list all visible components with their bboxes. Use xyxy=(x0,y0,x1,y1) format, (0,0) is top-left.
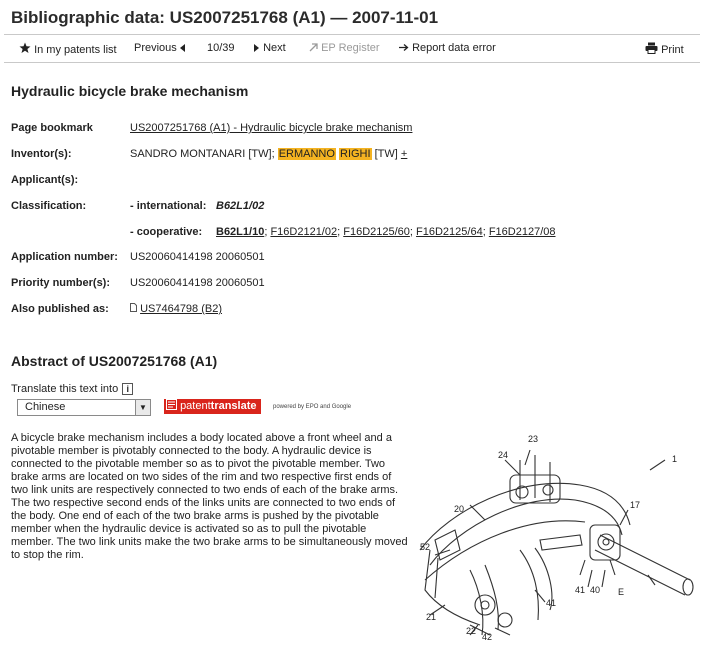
figure-label-21: 21 xyxy=(426,612,437,622)
document-icon xyxy=(130,303,137,312)
international-code: B62L1/02 xyxy=(216,200,265,212)
abstract-text: A bicycle brake mechanism includes a body located above a front wheel and a pivotable member is pivotably connected to the body. A hydraulic device is connected to the pivotable member so as to pivot the pivotable member. Two brake arms are located on two sides of the rim and two respective first ends of two link units are respectively connected to two ends of each of the brake arms. The two respective second ends of the links units are connected to two ends of the body. One end of each of the two brake arms is pushed by the pivotable member when the hydraulic device is activated so as to pull the pivotable member. The two link units make the two brake arms to be simultaneously moved to stop the rim. xyxy=(11,432,408,561)
figure-label-40: 40 xyxy=(590,585,601,595)
also-published-label: Also published as: xyxy=(11,303,109,315)
cooperative-code-4[interactable]: F16D2125/64 xyxy=(416,226,483,238)
figure-label-1: 1 xyxy=(672,454,678,464)
patent-drawing xyxy=(410,430,700,645)
cooperative-code-5[interactable]: F16D2127/08 xyxy=(488,226,556,238)
inventor-2-country: [TW] xyxy=(374,148,398,160)
figure-label-42: 42 xyxy=(482,632,493,642)
figure-label-20: 20 xyxy=(454,504,465,514)
classification-label: Classification: xyxy=(11,200,87,212)
previous-label: Previous xyxy=(134,42,177,54)
patent-title: Hydraulic bicycle brake mechanism xyxy=(11,83,249,99)
application-number-label: Application number: xyxy=(11,251,118,263)
print-button[interactable] xyxy=(645,42,684,56)
caret-left-icon xyxy=(180,44,186,52)
figure-label-17: 17 xyxy=(630,500,641,510)
international-label: - international: xyxy=(130,200,207,212)
arrow-right-icon xyxy=(399,43,409,52)
more-inventors-link[interactable]: + xyxy=(400,148,408,160)
translate-label: Translate this text into xyxy=(11,383,119,395)
printer-icon xyxy=(645,42,658,54)
translate-row xyxy=(11,383,133,395)
inventors-value xyxy=(130,148,407,160)
priority-label: Priority number(s): xyxy=(11,277,111,289)
figure-label-22: 22 xyxy=(466,626,477,636)
figure-label-24: 24 xyxy=(498,450,509,460)
figure-label-23: 23 xyxy=(528,434,539,444)
abstract-heading: Abstract of US2007251768 (A1) xyxy=(11,353,218,369)
also-published-link[interactable]: US7464798 (B2) xyxy=(140,303,223,315)
result-counter: 10/39 xyxy=(207,42,235,54)
figure-label-41a: 41 xyxy=(575,585,586,595)
priority-value: US20060414198 20060501 xyxy=(130,277,265,289)
external-arrow-icon xyxy=(309,43,318,52)
cooperative-code-1[interactable]: B62L1/10 xyxy=(216,226,265,238)
caret-right-icon xyxy=(254,44,260,52)
report-error-button[interactable] xyxy=(399,42,496,54)
bookmark-link[interactable]: US2007251768 (A1) - Hydraulic bicycle brake mechanism xyxy=(130,122,413,134)
star-icon xyxy=(19,42,31,54)
patenttranslate-a: patent xyxy=(180,400,211,412)
ep-register-button[interactable] xyxy=(309,42,380,54)
next-button[interactable] xyxy=(254,42,286,54)
info-icon[interactable]: i xyxy=(122,383,133,395)
application-number-value: US20060414198 20060501 xyxy=(130,251,265,263)
report-error-label: Report data error xyxy=(412,42,496,54)
cooperative-label: - cooperative: xyxy=(130,226,203,238)
my-patents-label: In my patents list xyxy=(34,44,117,56)
figure-label-52: E xyxy=(618,587,625,597)
patenttranslate-button[interactable] xyxy=(164,399,261,414)
chevron-down-icon[interactable]: ▼ xyxy=(135,400,150,415)
print-label: Print xyxy=(661,44,684,56)
inventors-label: Inventor(s): xyxy=(11,148,72,160)
language-select[interactable] xyxy=(17,399,151,416)
language-selected: Chinese xyxy=(25,401,66,413)
cooperative-code-2[interactable]: F16D2121/02 xyxy=(270,226,338,238)
cooperative-code-3[interactable]: F16D2125/60 xyxy=(343,226,410,238)
figure-label-51: 52 xyxy=(420,542,431,552)
inventor-2-first: ERMANNO xyxy=(278,148,335,160)
bookmark-label: Page bookmark xyxy=(11,122,93,134)
patenttranslate-logo-icon xyxy=(166,399,177,410)
inventor-2-last: RIGHI xyxy=(340,148,371,160)
next-label: Next xyxy=(263,42,286,54)
ep-register-label: EP Register xyxy=(321,42,380,54)
figure-label-41b: 41 xyxy=(546,598,557,608)
previous-button[interactable] xyxy=(134,42,186,54)
toolbar xyxy=(4,34,700,63)
inventor-1: SANDRO MONTANARI [TW]; xyxy=(130,148,275,160)
applicants-label: Applicant(s): xyxy=(11,174,79,186)
page-title: Bibliographic data: US2007251768 (A1) — 2007-11-01 xyxy=(11,8,439,27)
my-patents-button[interactable] xyxy=(19,42,117,56)
powered-by-text: powered by EPO and Google xyxy=(273,404,352,410)
patenttranslate-b: translate xyxy=(210,400,257,412)
